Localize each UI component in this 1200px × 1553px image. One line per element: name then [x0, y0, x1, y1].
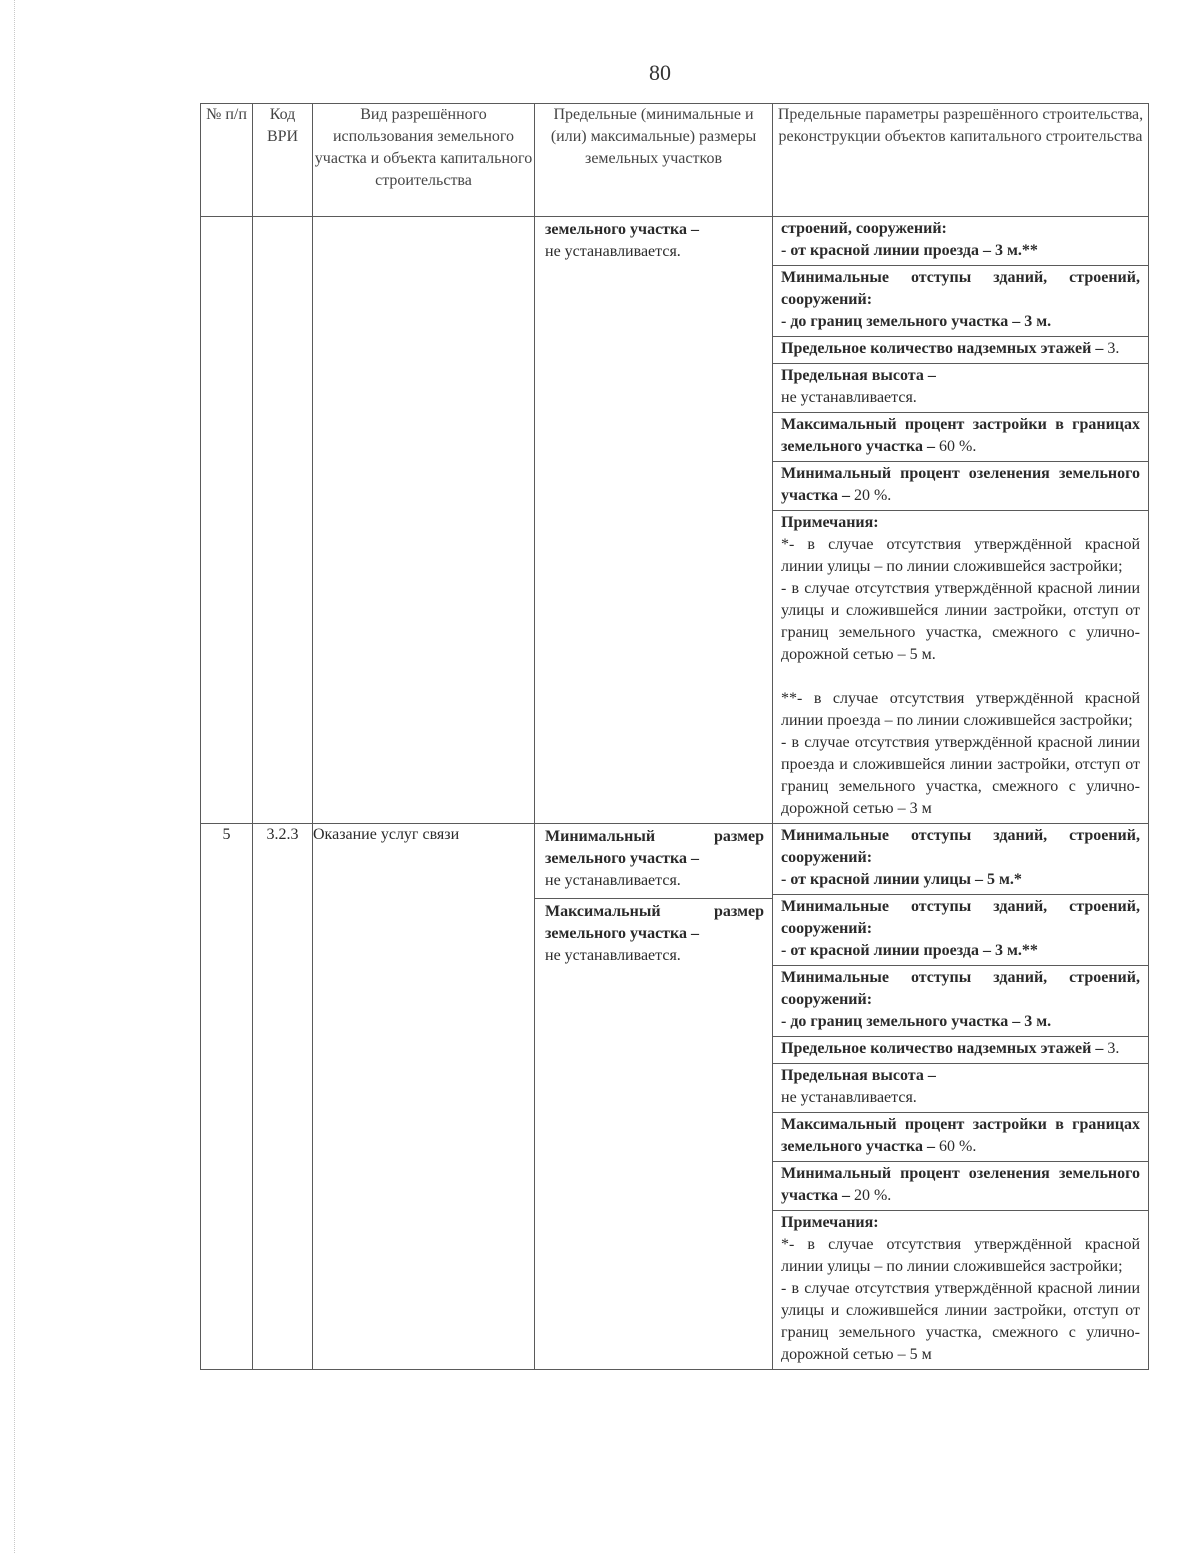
zoning-parameters-table	[200, 103, 1149, 1370]
size-value: не устанавливается.	[545, 947, 681, 964]
header-use-type: Вид разрешённого использования земельного участка и объекта капитального строительства	[313, 104, 535, 217]
size-label: Минимальный размер земельного участка –	[545, 828, 764, 867]
size-value: не устанавливается.	[545, 872, 681, 889]
param-value: 3.	[1103, 340, 1120, 357]
cell-params	[773, 217, 1149, 824]
size-block	[535, 217, 772, 269]
notes-title: Примечания:	[781, 1214, 879, 1231]
cell-num: 5	[201, 824, 253, 1370]
cell-use-empty	[313, 217, 535, 824]
size-label: земельного участка –	[545, 221, 700, 238]
param-label: Минимальные отступы зданий, строений, сооружений:	[781, 969, 1140, 1008]
param-label: Предельное количество надземных этажей –	[781, 1040, 1104, 1057]
header-code: Код ВРИ	[253, 104, 313, 217]
param-notes	[773, 1210, 1148, 1369]
cell-sizes	[535, 824, 773, 1370]
param-label: Предельная высота –	[781, 367, 936, 384]
param-value: 20 %.	[849, 1187, 892, 1204]
scan-margin-line	[14, 0, 17, 1553]
param-setback-boundary	[773, 265, 1148, 336]
size-value: не устанавливается.	[545, 243, 681, 260]
param-value: не устанавливается.	[781, 389, 917, 406]
cell-code-empty	[253, 217, 313, 824]
note-text: - в случае отсутствия утверждённой красной линии улицы и сложившейся линии застройки, отступ от границ земельного участка, смежного с улично-дорожной сетью – 5 м	[781, 1280, 1140, 1363]
param-height	[773, 363, 1148, 412]
param-value: - до границ земельного участка – 3 м.	[781, 313, 1052, 330]
notes-title: Примечания:	[781, 514, 879, 531]
table-row-5	[201, 824, 1149, 1370]
header-num: № п/п	[201, 104, 253, 217]
param-min-greenery	[773, 461, 1148, 510]
param-label: Максимальный процент застройки в границах земельного участка –	[781, 416, 1140, 455]
param-value: 60 %.	[935, 438, 977, 455]
param-label: Минимальные отступы зданий, строений, сооружений:	[781, 827, 1140, 866]
note-text: *- в случае отсутствия утверждённой красной линии улицы – по линии сложившейся застройки;	[781, 1236, 1140, 1275]
size-max-block	[535, 898, 772, 973]
param-label: Максимальный процент застройки в границах земельного участка –	[781, 1116, 1140, 1155]
param-setback-street	[773, 824, 1148, 894]
param-setback-boundary	[773, 965, 1148, 1036]
param-label: Предельное количество надземных этажей –	[781, 340, 1104, 357]
note-text: *- в случае отсутствия утверждённой красной линии улицы – по линии сложившейся застройки;	[781, 536, 1140, 575]
param-max-coverage	[773, 1112, 1148, 1161]
param-label: Минимальные отступы зданий, строений, сооружений:	[781, 269, 1140, 308]
param-value: 3.	[1103, 1040, 1120, 1057]
param-value: - от красной линии проезда – 3 м.**	[781, 942, 1038, 959]
param-setback-road	[773, 894, 1148, 965]
cell-num-empty	[201, 217, 253, 824]
param-value: 20 %.	[849, 487, 892, 504]
size-min-block	[535, 824, 772, 898]
cell-params	[773, 824, 1149, 1370]
note-text: - в случае отсутствия утверждённой красной линии проезда и сложившейся линии застройки, отступ от границ земельного участка, смежного с улично-дорожной сетью – 3 м	[781, 734, 1140, 817]
note-text: **- в случае отсутствия утверждённой красной линии проезда – по линии сложившейся застройки;	[781, 690, 1140, 729]
cell-code: 3.2.3	[253, 824, 313, 1370]
param-value: не устанавливается.	[781, 1089, 917, 1106]
param-value: - от красной линии улицы – 5 м.*	[781, 871, 1022, 888]
param-label: Минимальный процент озеленения земельного участка –	[781, 1165, 1140, 1204]
param-setback-road	[773, 217, 1148, 265]
param-value: - от красной линии проезда – 3 м.**	[781, 242, 1038, 259]
param-label: Минимальные отступы зданий, строений, сооружений:	[781, 898, 1140, 937]
param-notes	[773, 510, 1148, 823]
param-min-greenery	[773, 1161, 1148, 1210]
page-number: 80	[649, 60, 671, 85]
note-text: - в случае отсутствия утверждённой красной линии улицы и сложившейся линии застройки, отступ от границ земельного участка, смежного с улично-дорожной сетью – 5 м.	[781, 580, 1140, 663]
param-height	[773, 1063, 1148, 1112]
param-value: 60 %.	[935, 1138, 977, 1155]
param-label: Минимальный процент озеленения земельного участка –	[781, 465, 1140, 504]
param-label: строений, сооружений:	[781, 220, 947, 237]
header-build-params: Предельные параметры разрешённого строительства, реконструкции объектов капитального строительства	[773, 104, 1149, 217]
param-floors	[773, 336, 1148, 363]
cell-sizes	[535, 217, 773, 824]
param-value: - до границ земельного участка – 3 м.	[781, 1013, 1052, 1030]
param-floors	[773, 1036, 1148, 1063]
header-plot-sizes: Предельные (минимальные и (или) максимальные) размеры земельных участков	[535, 104, 773, 217]
param-label: Предельная высота –	[781, 1067, 936, 1084]
table-header-row	[201, 104, 1149, 217]
cell-use-type: Оказание услуг связи	[313, 824, 535, 1370]
param-max-coverage	[773, 412, 1148, 461]
table-row-continued	[201, 217, 1149, 824]
size-label: Максимальный размер земельного участка –	[545, 903, 764, 942]
